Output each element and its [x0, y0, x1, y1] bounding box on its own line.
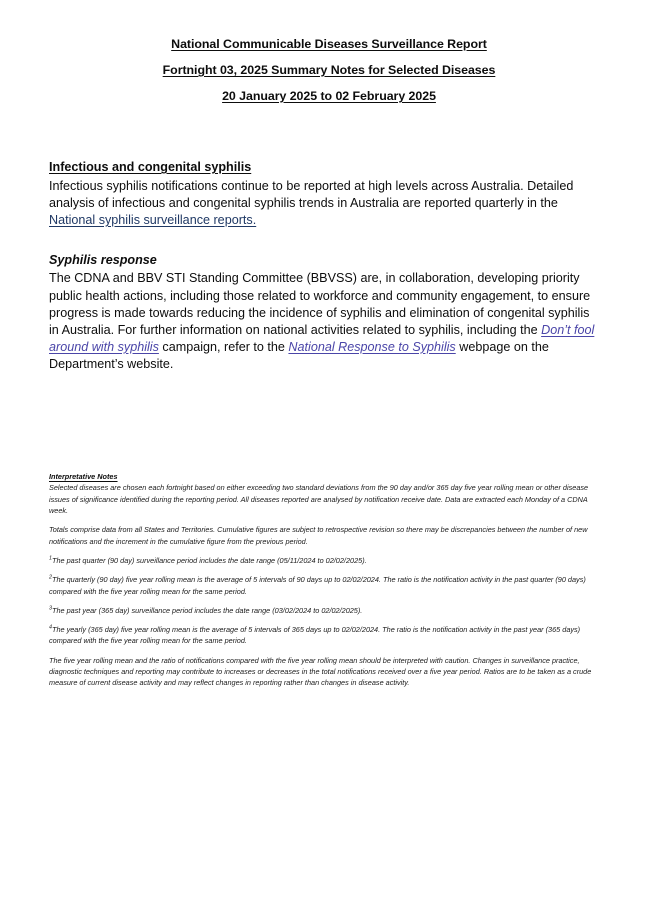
page-title-line-1: National Communicable Diseases Surveillance Report	[171, 37, 487, 51]
paragraph-lead-text: Infectious syphilis notifications continue to be reported at high levels across Australia. Detailed analysis of infectious and congenital syphilis trends in Australia are reported quarterly in the	[49, 178, 574, 210]
note-item	[49, 624, 602, 647]
note-text: Totals comprise data from all States and Territories. Cumulative figures are subject to retrospective revision so there may be discrepancies between the number of new notifications and the increment in the cumulative figure from the previous period.	[49, 525, 588, 546]
note-text: The past quarter (90 day) surveillance period includes the date range (05/11/2024 to 02/02/2025).	[52, 555, 367, 565]
note-item	[49, 574, 602, 597]
note-text: Selected diseases are chosen each fortnight based on either exceeding two standard deviations from the 90 day and/or 365 day five year rolling mean or other disease issues of significance identified during the reporting period. All diseases reported are analysed by notification receive date. Data are extracted each Monday of a CDNA week.	[49, 483, 589, 516]
response-text-part-3: webpage on the Department’s website.	[49, 339, 549, 372]
note-item	[49, 555, 602, 566]
page-title-line-2: Fortnight 03, 2025 Summary Notes for Selected Diseases	[162, 63, 496, 78]
response-text-part-2: campaign, refer to the	[158, 339, 289, 354]
subheading-syphilis-response: Syphilis response	[49, 253, 157, 268]
section-heading-infectious-congenital-syphilis: Infectious and congenital syphilis	[49, 160, 252, 174]
note-text: The quarterly (90 day) five year rolling mean is the average of 5 intervals of 90 days up to 02/02/2024. The ratio is the notification activity in the past quarter (90 days) compared with the five year rolling mean for the same period.	[49, 575, 586, 596]
note-item	[49, 655, 602, 689]
main-content	[49, 160, 597, 373]
response-text-part-1: The CDNA and BBV STI Standing Committee (BBVSS) are, in collaboration, developing priority public health actions, including those related to workforce and community engagement, to ensure progress is made towards reducing the incidence of syphilis and elimination of congenital syphilis in Australia. For further information on national activities related to syphilis, including the	[49, 271, 591, 337]
note-text: The past year (365 day) surveillance period includes the date range (03/02/2024 to 02/02/2025).	[52, 605, 363, 615]
note-marker: 3	[49, 605, 52, 612]
note-marker: 2	[49, 574, 52, 581]
note-text: The five year rolling mean and the ratio of notifications compared with the five year rolling mean should be interpreted with caution. Changes in surveillance practice, diagnostic techniques and reporting may contribute to increases or decreases in the total notifications received over a five year period. Ratios are to be taken as a crude measure of current disease activity and may reflect changes in reporting rather than changes in disease activity.	[49, 655, 592, 688]
page-title-line-3: 20 January 2025 to 02 February 2025	[222, 89, 436, 104]
note-marker: 1	[49, 555, 52, 562]
document-title-block	[0, 0, 658, 103]
note-text: The yearly (365 day) five year rolling mean is the average of 5 intervals of 365 days up to 02/02/2024. The ratio is the notification activity in the past year (365 days) compared with the five year rolling mean for the same period.	[49, 625, 581, 646]
link-national-syphilis-surveillance-reports[interactable]: National syphilis surveillance reports.	[49, 212, 257, 227]
paragraph-syphilis-response	[49, 270, 597, 373]
spacer	[49, 229, 597, 252]
note-item	[49, 524, 602, 547]
paragraph-infectious-syphilis	[49, 178, 597, 229]
interpretative-notes-section	[49, 472, 602, 689]
note-item	[49, 482, 602, 516]
link-national-response-to-syphilis[interactable]: National Response to Syphilis	[288, 339, 456, 354]
interpretative-notes-heading: Interpretative Notes	[49, 472, 118, 481]
note-item	[49, 605, 602, 616]
link-dont-fool-around-with-syphilis[interactable]: Don’t fool around with syphilis	[49, 322, 595, 354]
note-marker: 4	[49, 624, 52, 631]
